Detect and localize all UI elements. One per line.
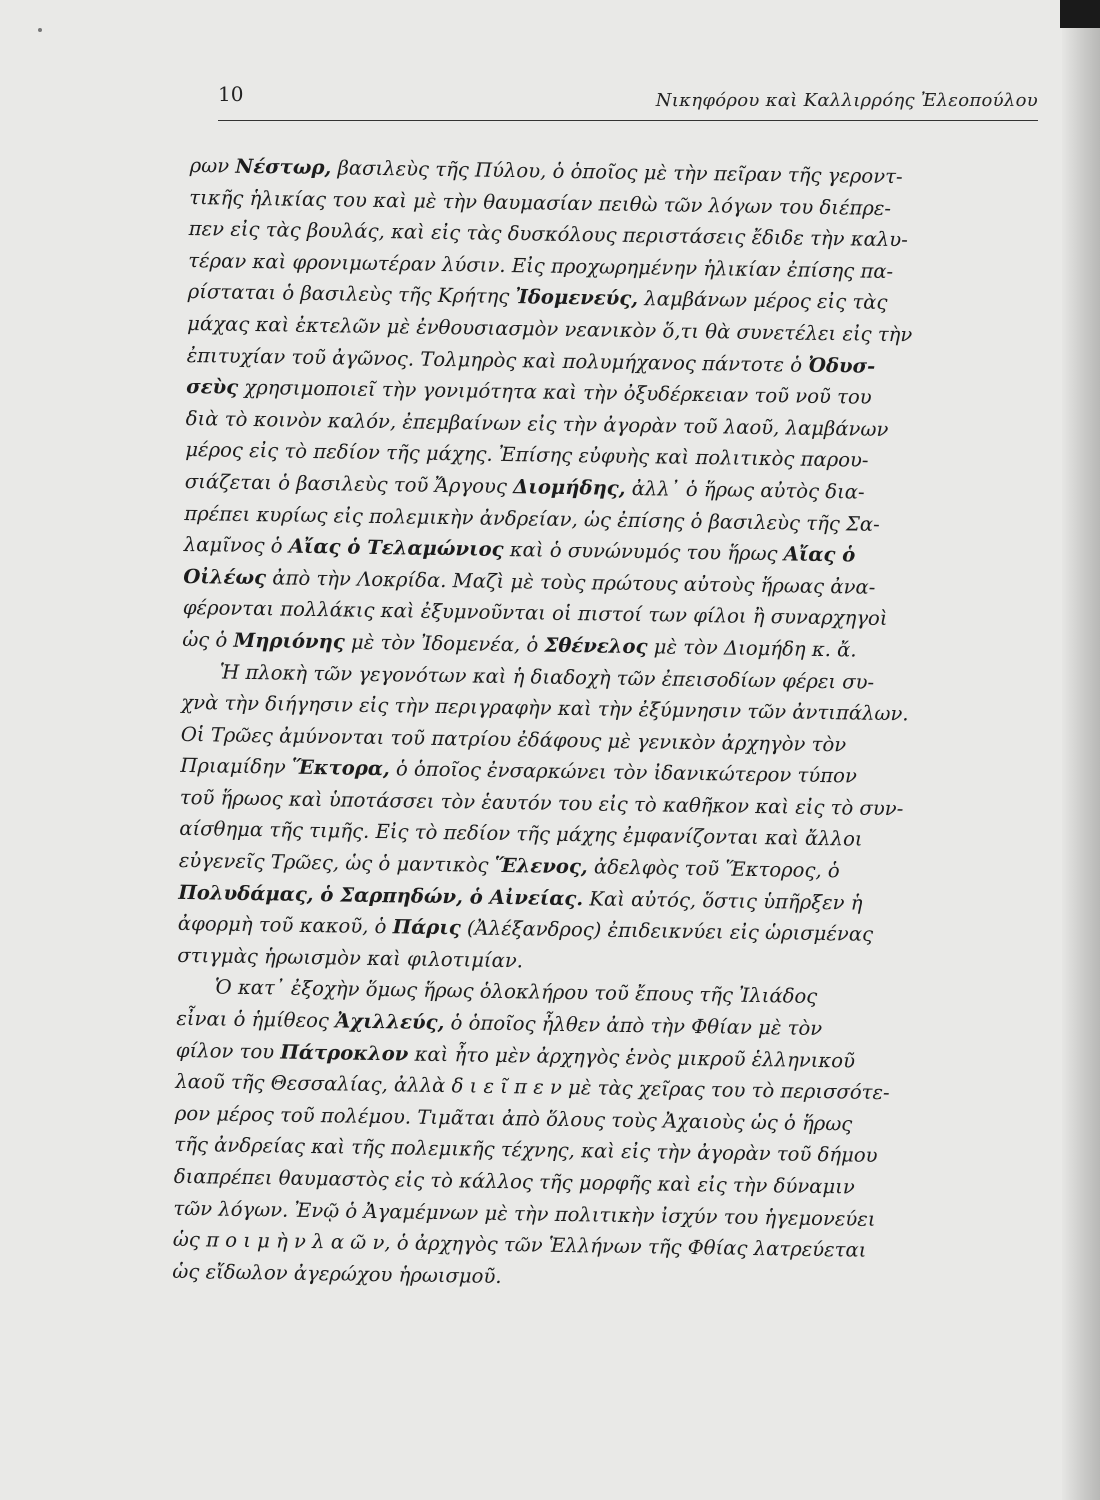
text-segment: τῆς ἀνδρείας καὶ τῆς πολεμικῆς τέχνης, καὶ εἰς τὴν ἀγορὰν τοῦ δήμου — [174, 1133, 878, 1168]
emphasized-name: Αἴας ὁ Τελαμώνιος — [288, 534, 504, 562]
text-segment: ρων — [189, 153, 236, 178]
text-segment: φίλον του — [175, 1038, 281, 1064]
text-segment: εὐγενεῖς Τρῶες, ὡς ὁ μαντικὸς — [178, 848, 495, 877]
text-segment: εἶναι ὁ ἡμίθεος — [176, 1006, 336, 1033]
emphasized-name: Ἀχιλλεύς, — [334, 1009, 445, 1035]
text-segment: πρέπει κυρίως εἰς πολεμικὴν ἀνδρείαν, ὡς ἐπίσης ὁ βασιλεὺς τῆς Σα- — [184, 501, 880, 536]
text-segment: Ὁ κατ᾽ ἐξοχὴν ὅμως ἥρως ὁλοκλήρου τοῦ ἔπους τῆς Ἰλιάδος — [214, 975, 818, 1009]
running-title: Νικηφόρου καὶ Καλλιρρόης Ἐλεοπούλου — [655, 90, 1038, 111]
text-segment: Οἱ Τρῶες ἀμύνονται τοῦ πατρίου ἐδάφους μὲ γενικὸν ἀρχηγὸν τὸν — [180, 722, 847, 757]
emphasized-name: Αἴας ὁ — [783, 542, 856, 567]
text-segment: ἀδελφὸς τοῦ Ἕκτορος, ὁ — [587, 855, 840, 883]
text-segment: Ἡ πλοκὴ τῶν γεγονότων καὶ ἡ διαδοχὴ τῶν ἐπεισοδίων φέρει συ- — [219, 660, 875, 694]
page-header — [218, 76, 1038, 121]
emphasized-name: Ἰδομενεύς, — [515, 285, 639, 311]
text-segment: ὁ ὁποῖος ἦλθεν ἀπὸ τὴν Φθίαν μὲ τὸν — [444, 1011, 823, 1041]
text-segment: λαοῦ τῆς Θεσσαλίας, ἀλλὰ δ ι ε ῖ π ε ν μὲ τὰς χεῖρας του τὸ περισσότε- — [175, 1070, 890, 1105]
text-segment: τικῆς ἡλικίας του καὶ μὲ τὴν θαυμασίαν πειθὼ τῶν λόγων του διέπρε- — [189, 185, 892, 220]
text-segment: ὁ ὁποῖος ἐνσαρκώνει τὸν ἰδανικώτερον τύπον — [389, 757, 858, 788]
text-segment: χρησιμοποιεῖ τὴν γονιμότητα καὶ τὴν ὀξυδέρκειαν τοῦ νοῦ του — [237, 375, 872, 409]
text-segment: (Ἀλέξανδρος) ἐπιδεικνύει εἰς ὡρισμένας — [460, 916, 874, 947]
page-number: 10 — [218, 82, 244, 106]
text-segment: μὲ τὸν Διομήδη κ. ἄ. — [647, 635, 857, 662]
emphasized-name: Πάρις — [392, 915, 461, 940]
text-segment: ἐπιτυχίαν τοῦ ἀγῶνος. Τολμηρὸς καὶ πολυμήχανος πάντοτε ὁ — [186, 343, 809, 377]
scan-edge — [1062, 0, 1100, 1500]
emphasized-name: Ὀδυσ- — [808, 353, 876, 378]
text-segment: τέραν καὶ φρονιμωτέραν λύσιν. Εἰς προχωρημένην ἡλικίαν ἐπίσης πα- — [188, 248, 894, 283]
text-segment: Πριαμίδην — [180, 754, 293, 779]
text-segment: καὶ ἦτο μὲν ἀρχηγὸς ἑνὸς μικροῦ ἑλληνικοῦ — [408, 1042, 856, 1073]
body-text — [172, 150, 1040, 1301]
emphasized-name: Νέστωρ, — [235, 154, 332, 180]
emphasized-name: Πάτροκλον — [280, 1040, 409, 1066]
text-segment: στιγμὰς ἡρωισμὸν καὶ φιλοτιμίαν. — [177, 943, 524, 973]
emphasized-name: Ἕλενος, — [494, 853, 588, 879]
text-segment: τοῦ ἥρωος καὶ ὑποτάσσει τὸν ἑαυτόν του εἰς τὸ καθῆκον καὶ εἰς τὸ συν- — [179, 785, 904, 821]
text-segment: σιάζεται ὁ βασιλεὺς τοῦ Ἄργους — [184, 469, 514, 499]
text-segment: μάχας καὶ ἐκτελῶν μὲ ἐνθουσιασμὸν νεανικὸν ὅ,τι θὰ συνετέλει εἰς τὴν — [187, 311, 913, 347]
emphasized-name: σεὺς — [186, 375, 239, 399]
emphasized-name: Οἰλέως — [183, 564, 267, 589]
text-segment: ὡς π ο ι μ ὴ ν λ α ῶ ν, ὁ ἀρχηγὸς τῶν Ἑλλήνων τῆς Φθίας λατρεύεται — [172, 1228, 867, 1262]
emphasized-name: Διομήδης, — [512, 475, 626, 500]
text-segment: χνὰ τὴν διήγησιν εἰς τὴν περιγραφὴν καὶ τὴν ἐξύμνησιν τῶν ἀντιπάλων. — [181, 691, 909, 726]
emphasized-name: Μηριόνης — [233, 628, 345, 654]
text-segment: πεν εἰς τὰς βουλάς, καὶ εἰς τὰς δυσκόλους περιστάσεις ἔδιδε τὴν καλυ- — [188, 217, 908, 252]
scan-corner — [1060, 0, 1100, 28]
text-segment: τῶν λόγων. Ἐνῷ ὁ Ἀγαμέμνων μὲ τὴν πολιτικὴν ἰσχύν του ἡγεμονεύει — [173, 1196, 876, 1231]
emphasized-name: Σθένελος — [544, 633, 648, 659]
text-segment: μέρος εἰς τὸ πεδίον τῆς μάχης. Ἐπίσης εὐφυὴς καὶ πολιτικὸς παρου- — [185, 438, 869, 473]
text-segment: ἀφορμὴ τοῦ κακοῦ, ὁ — [177, 912, 393, 939]
text-segment: διαπρέπει θαυμαστὸς εἰς τὸ κάλλος τῆς μορφῆς καὶ εἰς τὴν δύναμιν — [173, 1164, 855, 1199]
text-segment: ρίσταται ὁ βασιλεὺς τῆς Κρήτης — [187, 280, 516, 309]
scan-dot — [38, 28, 42, 32]
emphasized-name: Ἕκτορα, — [291, 755, 390, 781]
text-segment: ἀλλ᾽ ὁ ἥρως αὐτὸς δια- — [625, 476, 865, 504]
text-segment: διὰ τὸ κοινὸν καλόν, ἐπεμβαίνων εἰς τὴν ἀγορὰν τοῦ λαοῦ, λαμβάνων — [185, 406, 889, 441]
text-segment: φέρονται πολλάκις καὶ ἐξυμνοῦνται οἱ πιστοί των φίλοι ἢ συναρχηγοὶ — [182, 596, 888, 631]
text-segment: αίσθημα τῆς τιμῆς. Εἰς τὸ πεδίον τῆς μάχης ἐμφανίζονται καὶ ἄλλοι — [179, 817, 863, 852]
text-segment: λαμῖνος ὁ — [183, 533, 289, 558]
text-segment: Καὶ αὐτός, ὅστις ὑπῆρξεν ἡ — [582, 886, 863, 915]
text-segment: λαμβάνων μέρος εἰς τὰς — [637, 287, 888, 315]
emphasized-name: Πολυδάμας, ὁ Σαρπηδών, ὁ Αἰνείας. — [178, 880, 584, 910]
text-segment: βασιλεὺς τῆς Πύλου, ὁ ὁποῖος μὲ τὴν πεῖραν τῆς γεροντ- — [331, 156, 903, 189]
text-segment: ὡς εἴδωλον ἀγερώχου ἡρωισμοῦ. — [172, 1259, 502, 1288]
text-segment: καὶ ὁ συνώνυμός του ἥρως — [503, 538, 784, 566]
text-segment: ἀπὸ τὴν Λοκρίδα. Μαζὶ μὲ τοὺς πρώτους αὐτοὺς ἥρωας ἀνα- — [265, 565, 876, 599]
text-segment: μὲ τὸν Ἰδομενέα, ὁ — [344, 630, 545, 657]
text-segment: ρον μέρος τοῦ πολέμου. Τιμᾶται ἀπὸ ὅλους τοὺς Ἀχαιοὺς ὡς ὁ ἥρως — [174, 1101, 853, 1136]
text-segment: ὡς ὁ — [182, 627, 234, 652]
